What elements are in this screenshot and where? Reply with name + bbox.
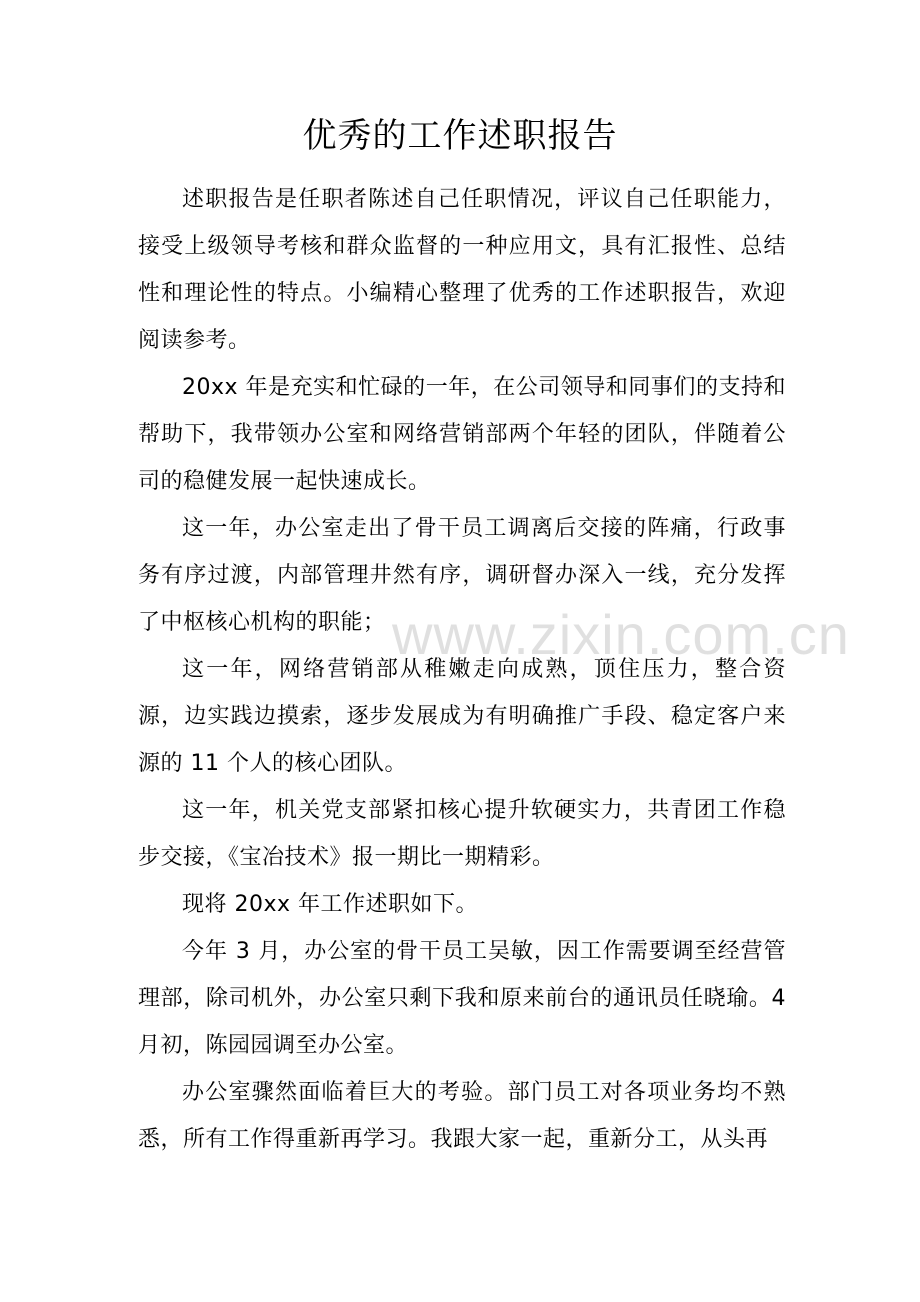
document-title: 优秀的工作述职报告	[302, 116, 618, 156]
paragraph-intro: 述职报告是任职者陈述自己任职情况，评议自己任职能力，接受上级领导考核和群众监督的一种应用文，具有汇报性、总结性和理论性的特点。小编精心整理了优秀的工作述职报告，欢迎阅读参考。	[138, 187, 786, 353]
paragraph-year-summary: 20xx 年是充实和忙碌的一年，在公司领导和同事们的支持和帮助下，我带领办公室和网络营销部两个年轻的团队，伴随着公司的稳健发展一起快速成长。	[138, 375, 786, 494]
paragraph-staff-change: 今年 3 月，办公室的骨干员工吴敏，因工作需要调至经营管理部，除司机外，办公室只剩下我和原来前台的通讯员任晓瑜。4 月初，陈园园调至办公室。	[138, 939, 786, 1058]
paragraph-marketing: 这一年，网络营销部从稚嫩走向成熟，顶住压力，整合资源，边实践边摸索，逐步发展成为有明确推广手段、稳定客户来源的 11 个人的核心团队。	[138, 657, 786, 776]
paragraph-report-intro: 现将 20xx 年工作述职如下。	[182, 892, 479, 917]
paragraph-challenge: 办公室骤然面临着巨大的考验。部门员工对各项业务均不熟悉，所有工作得重新再学习。我跟大家一起，重新分工，从头再	[138, 1080, 786, 1152]
watermark: www.zixin.com.cn	[392, 603, 850, 666]
paragraph-office: 这一年，办公室走出了骨干员工调离后交接的阵痛，行政事务有序过渡，内部管理井然有序，调研督办深入一线，充分发挥了中枢核心机构的职能；	[138, 516, 786, 635]
paragraph-party-branch: 这一年，机关党支部紧扣核心提升软硬实力，共青团工作稳步交接，《宝冶技术》报一期比一期精彩。	[138, 798, 786, 870]
